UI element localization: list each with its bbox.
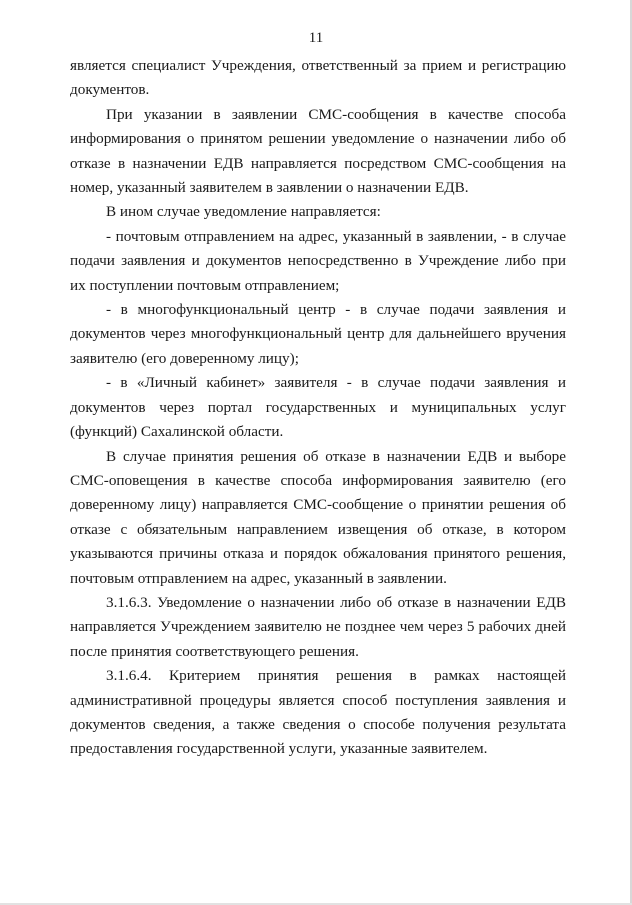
list-item-personal-cabinet: - в «Личный кабинет» заявителя - в случае подачи заявления и документов через портал государственных и муниципальных услуг (функций) Сахалинской области. xyxy=(70,374,566,441)
page-number: 11 xyxy=(308,30,324,46)
paragraph-refusal: В случае принятия решения об отказе в назначении ЕДВ и выборе СМС-оповещения в качестве способа информирования заявителю (его доверенному лицу) направляется СМС-сообщение о принятии решения об отказе с обязательным направлением извещения об отказе, в котором указываются причины отказа и порядок обжалования принятого решения, почтовым отправлением на адрес, указанный в заявлении. xyxy=(70,447,566,587)
paragraph-otherwise: В ином случае уведомление направляется: xyxy=(106,203,381,221)
list-item-mfc: - в многофункциональный центр - в случае подачи заявления и документов через многофункциональный центр для дальнейшего вручения заявителю (его доверенному лицу); xyxy=(70,301,566,367)
paragraph-continuation: является специалист Учреждения, ответственный за прием и регистрацию документов. xyxy=(70,57,566,99)
document-body xyxy=(70,54,566,762)
paragraph-sms-notification: При указании в заявлении СМС-сообщения в качестве способа информирования о принятом решении уведомление о назначении либо об отказе в назначении ЕДВ направляется посредством СМС-сообщения на номер, указанный заявителем в заявлении о назначении ЕДВ. xyxy=(70,105,566,197)
list-item-postal: - почтовым отправлением на адрес, указанный в заявлении, - в случае подачи заявления и документов непосредственно в Учреждение либо при их поступлении почтовым отправлением; xyxy=(70,227,566,294)
clause-3-1-6-4: 3.1.6.4. Критерием принятия решения в рамках настоящей административной процедуры является способ поступления заявления и документов сведения, а также сведения о способе получения результата предоставления государственной услуги, указанные заявителем. xyxy=(70,667,566,758)
clause-3-1-6-3: 3.1.6.3. Уведомление о назначении либо об отказе в назначении ЕДВ направляется Учреждением заявителю не позднее чем через 5 рабочих дней после принятия соответствующего решения. xyxy=(70,593,566,660)
